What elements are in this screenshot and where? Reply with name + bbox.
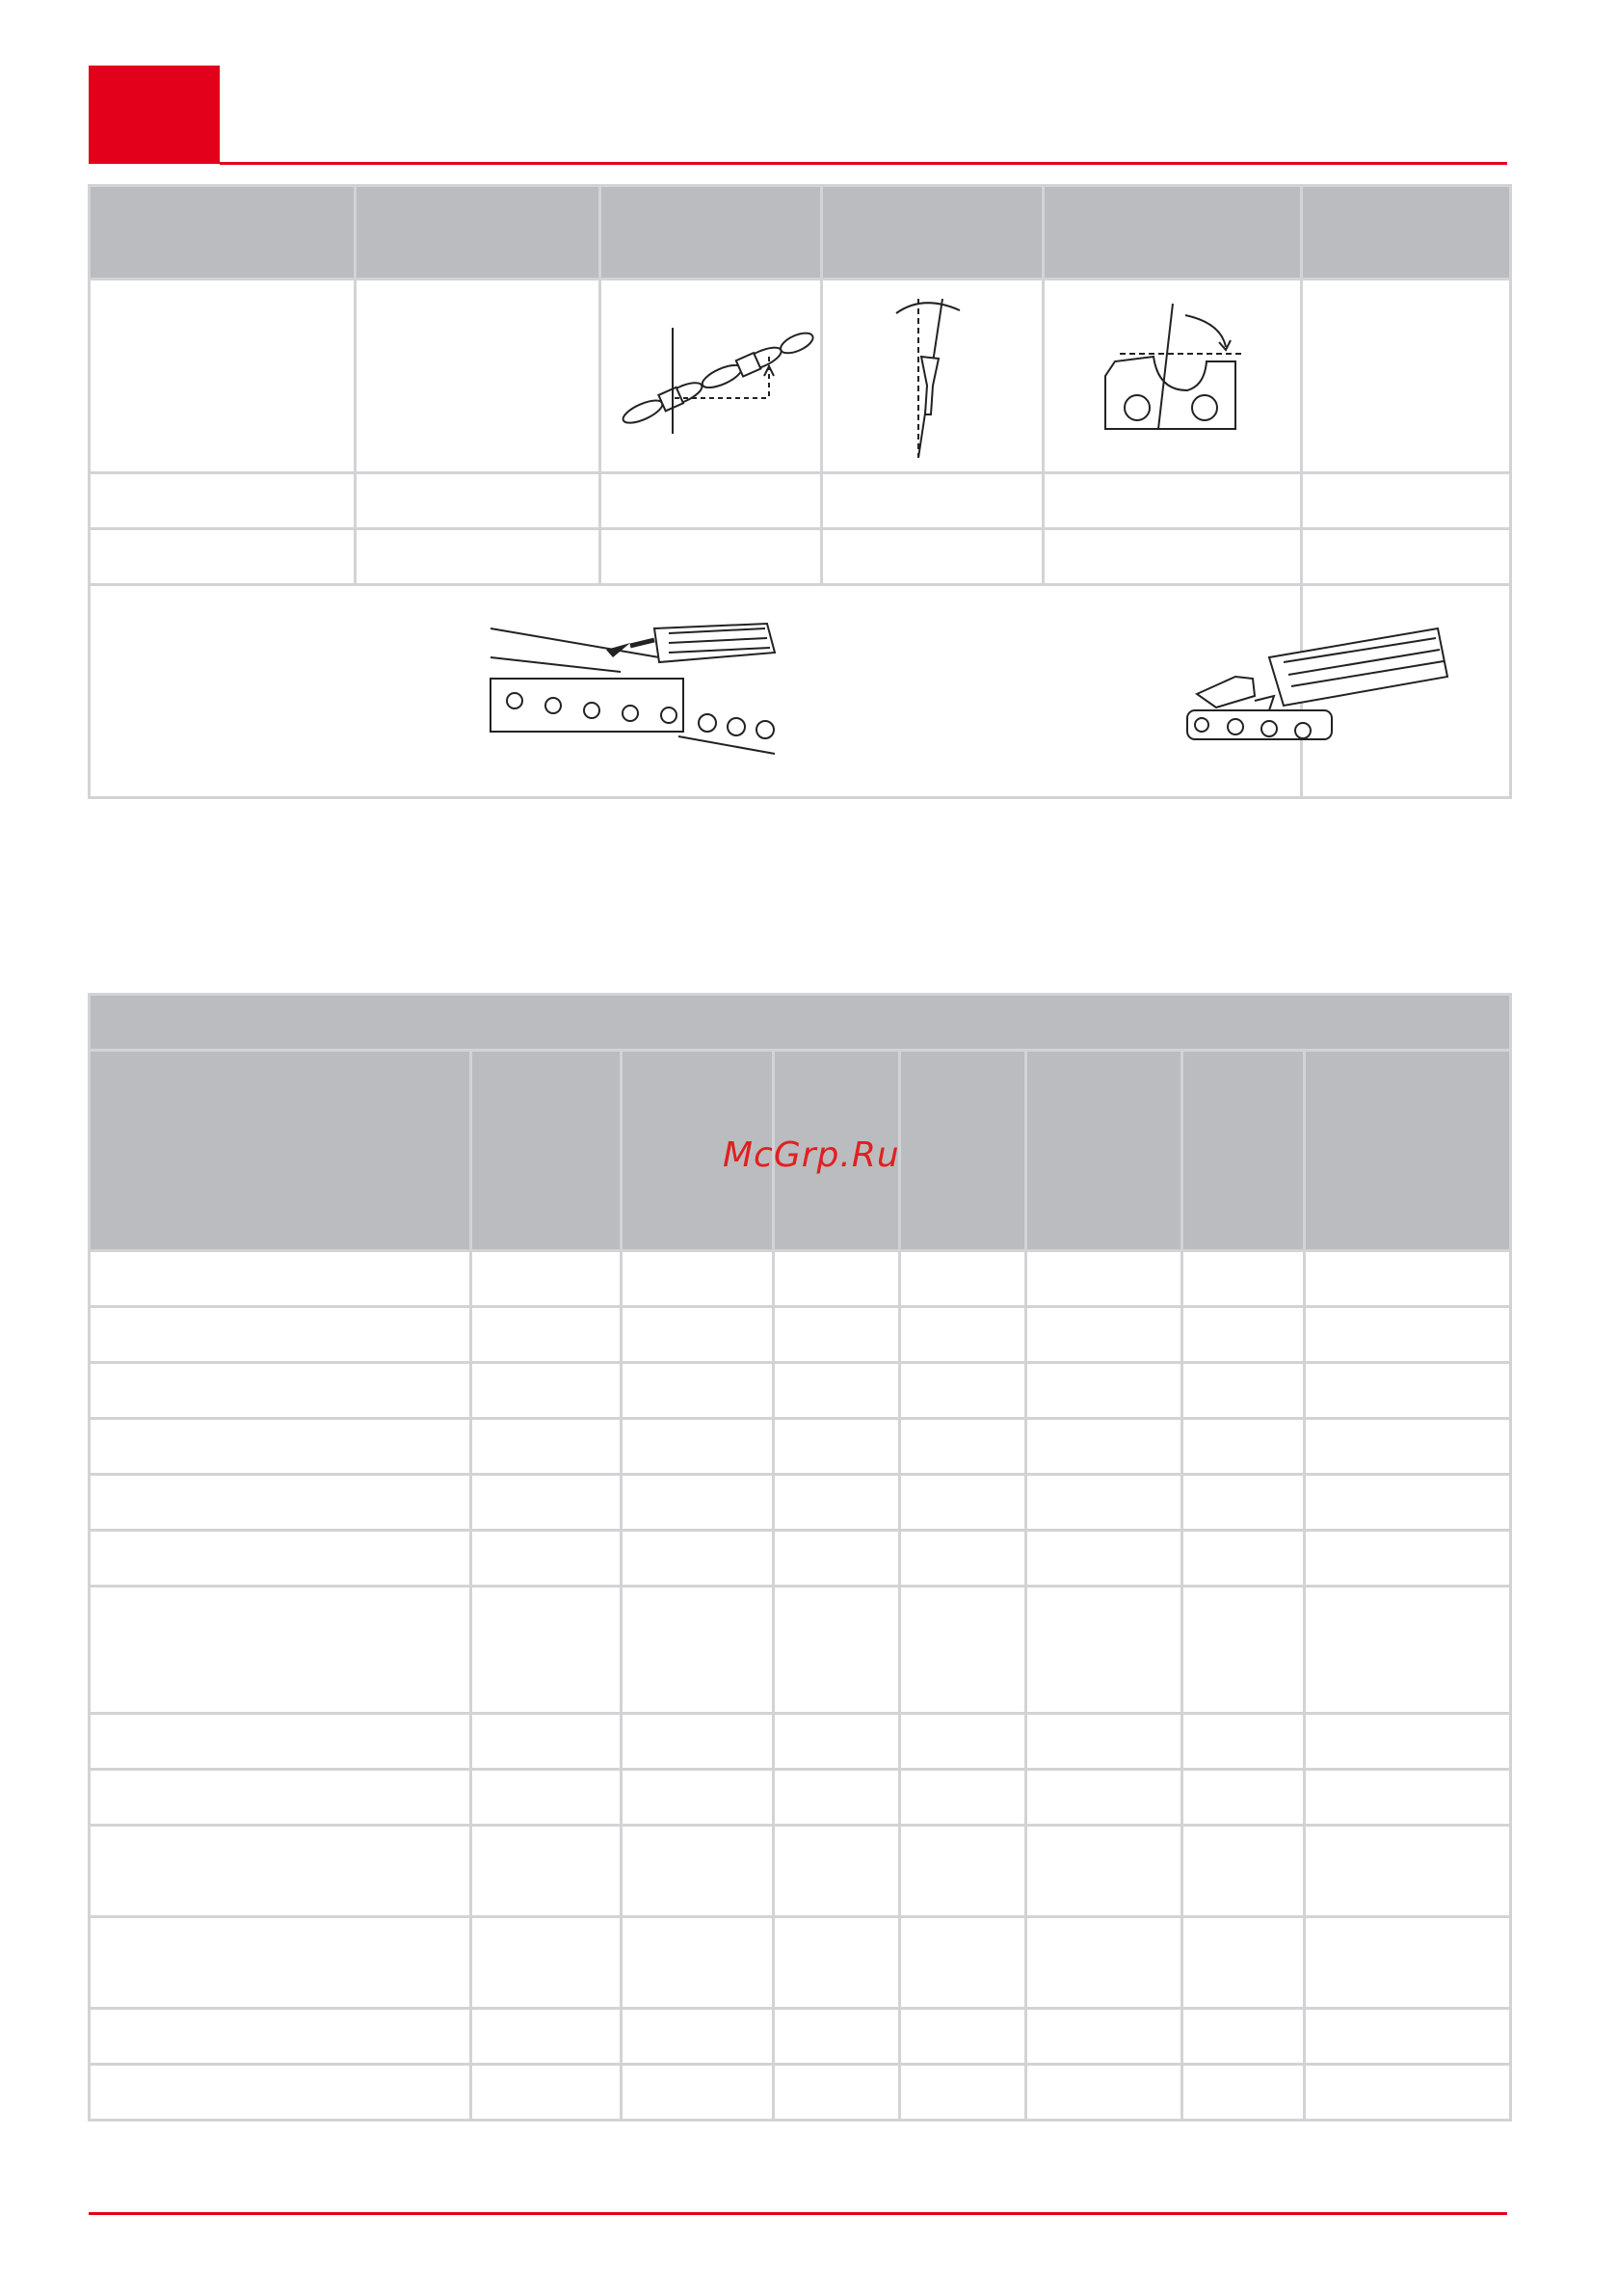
table-row (90, 1531, 1511, 1587)
cutter-top-plate-angle-illustration (1091, 294, 1255, 458)
header-cell (600, 186, 822, 280)
header-cell (900, 1051, 1026, 1251)
table-cell (1302, 585, 1511, 798)
table-row (90, 1826, 1511, 1917)
table-row (90, 529, 1511, 585)
table-row (90, 1307, 1511, 1363)
table-cell (1044, 280, 1302, 473)
header-cell (1305, 1051, 1511, 1251)
table-row (90, 1475, 1511, 1531)
table-header-row (90, 186, 1511, 280)
table-row (90, 1917, 1511, 2009)
table-row (90, 1363, 1511, 1419)
table-row (90, 2065, 1511, 2121)
table-cell (356, 280, 600, 473)
header-cell (90, 186, 356, 280)
table-row (90, 1251, 1511, 1307)
table-cell (600, 280, 822, 473)
header-cell (1026, 1051, 1182, 1251)
table-cell (90, 585, 1302, 798)
depth-gauge-file-illustration (486, 619, 794, 763)
title-cell (90, 995, 1511, 1051)
header-cell (822, 186, 1044, 280)
header-cell (471, 1051, 622, 1251)
table-cell (1302, 280, 1511, 473)
header-cell (90, 1051, 471, 1251)
section-marker-block (89, 66, 220, 164)
chain-sharpening-table (88, 184, 1512, 799)
table-row (90, 1714, 1511, 1770)
table-row (90, 1770, 1511, 1826)
table-title-row (90, 995, 1511, 1051)
header-cell (1302, 186, 1511, 280)
table-row (90, 2009, 1511, 2065)
table-row (90, 1419, 1511, 1475)
illustration-row (90, 280, 1511, 473)
table-row (90, 1587, 1511, 1714)
header-cell (1044, 186, 1302, 280)
depth-gauge-illustration-row (90, 585, 1511, 798)
footer-rule (89, 2212, 1507, 2215)
table-row (90, 473, 1511, 529)
chain-top-view-illustration (605, 289, 817, 463)
depth-gauge-closeup-illustration (1178, 619, 1467, 763)
table-cell (90, 280, 356, 473)
table-cell (822, 280, 1044, 473)
header-cell (356, 186, 600, 280)
header-rule (220, 162, 1507, 165)
cutter-side-angle-illustration (875, 289, 991, 463)
header-cell (1182, 1051, 1305, 1251)
watermark-text: McGrp.Ru (723, 1135, 900, 1175)
